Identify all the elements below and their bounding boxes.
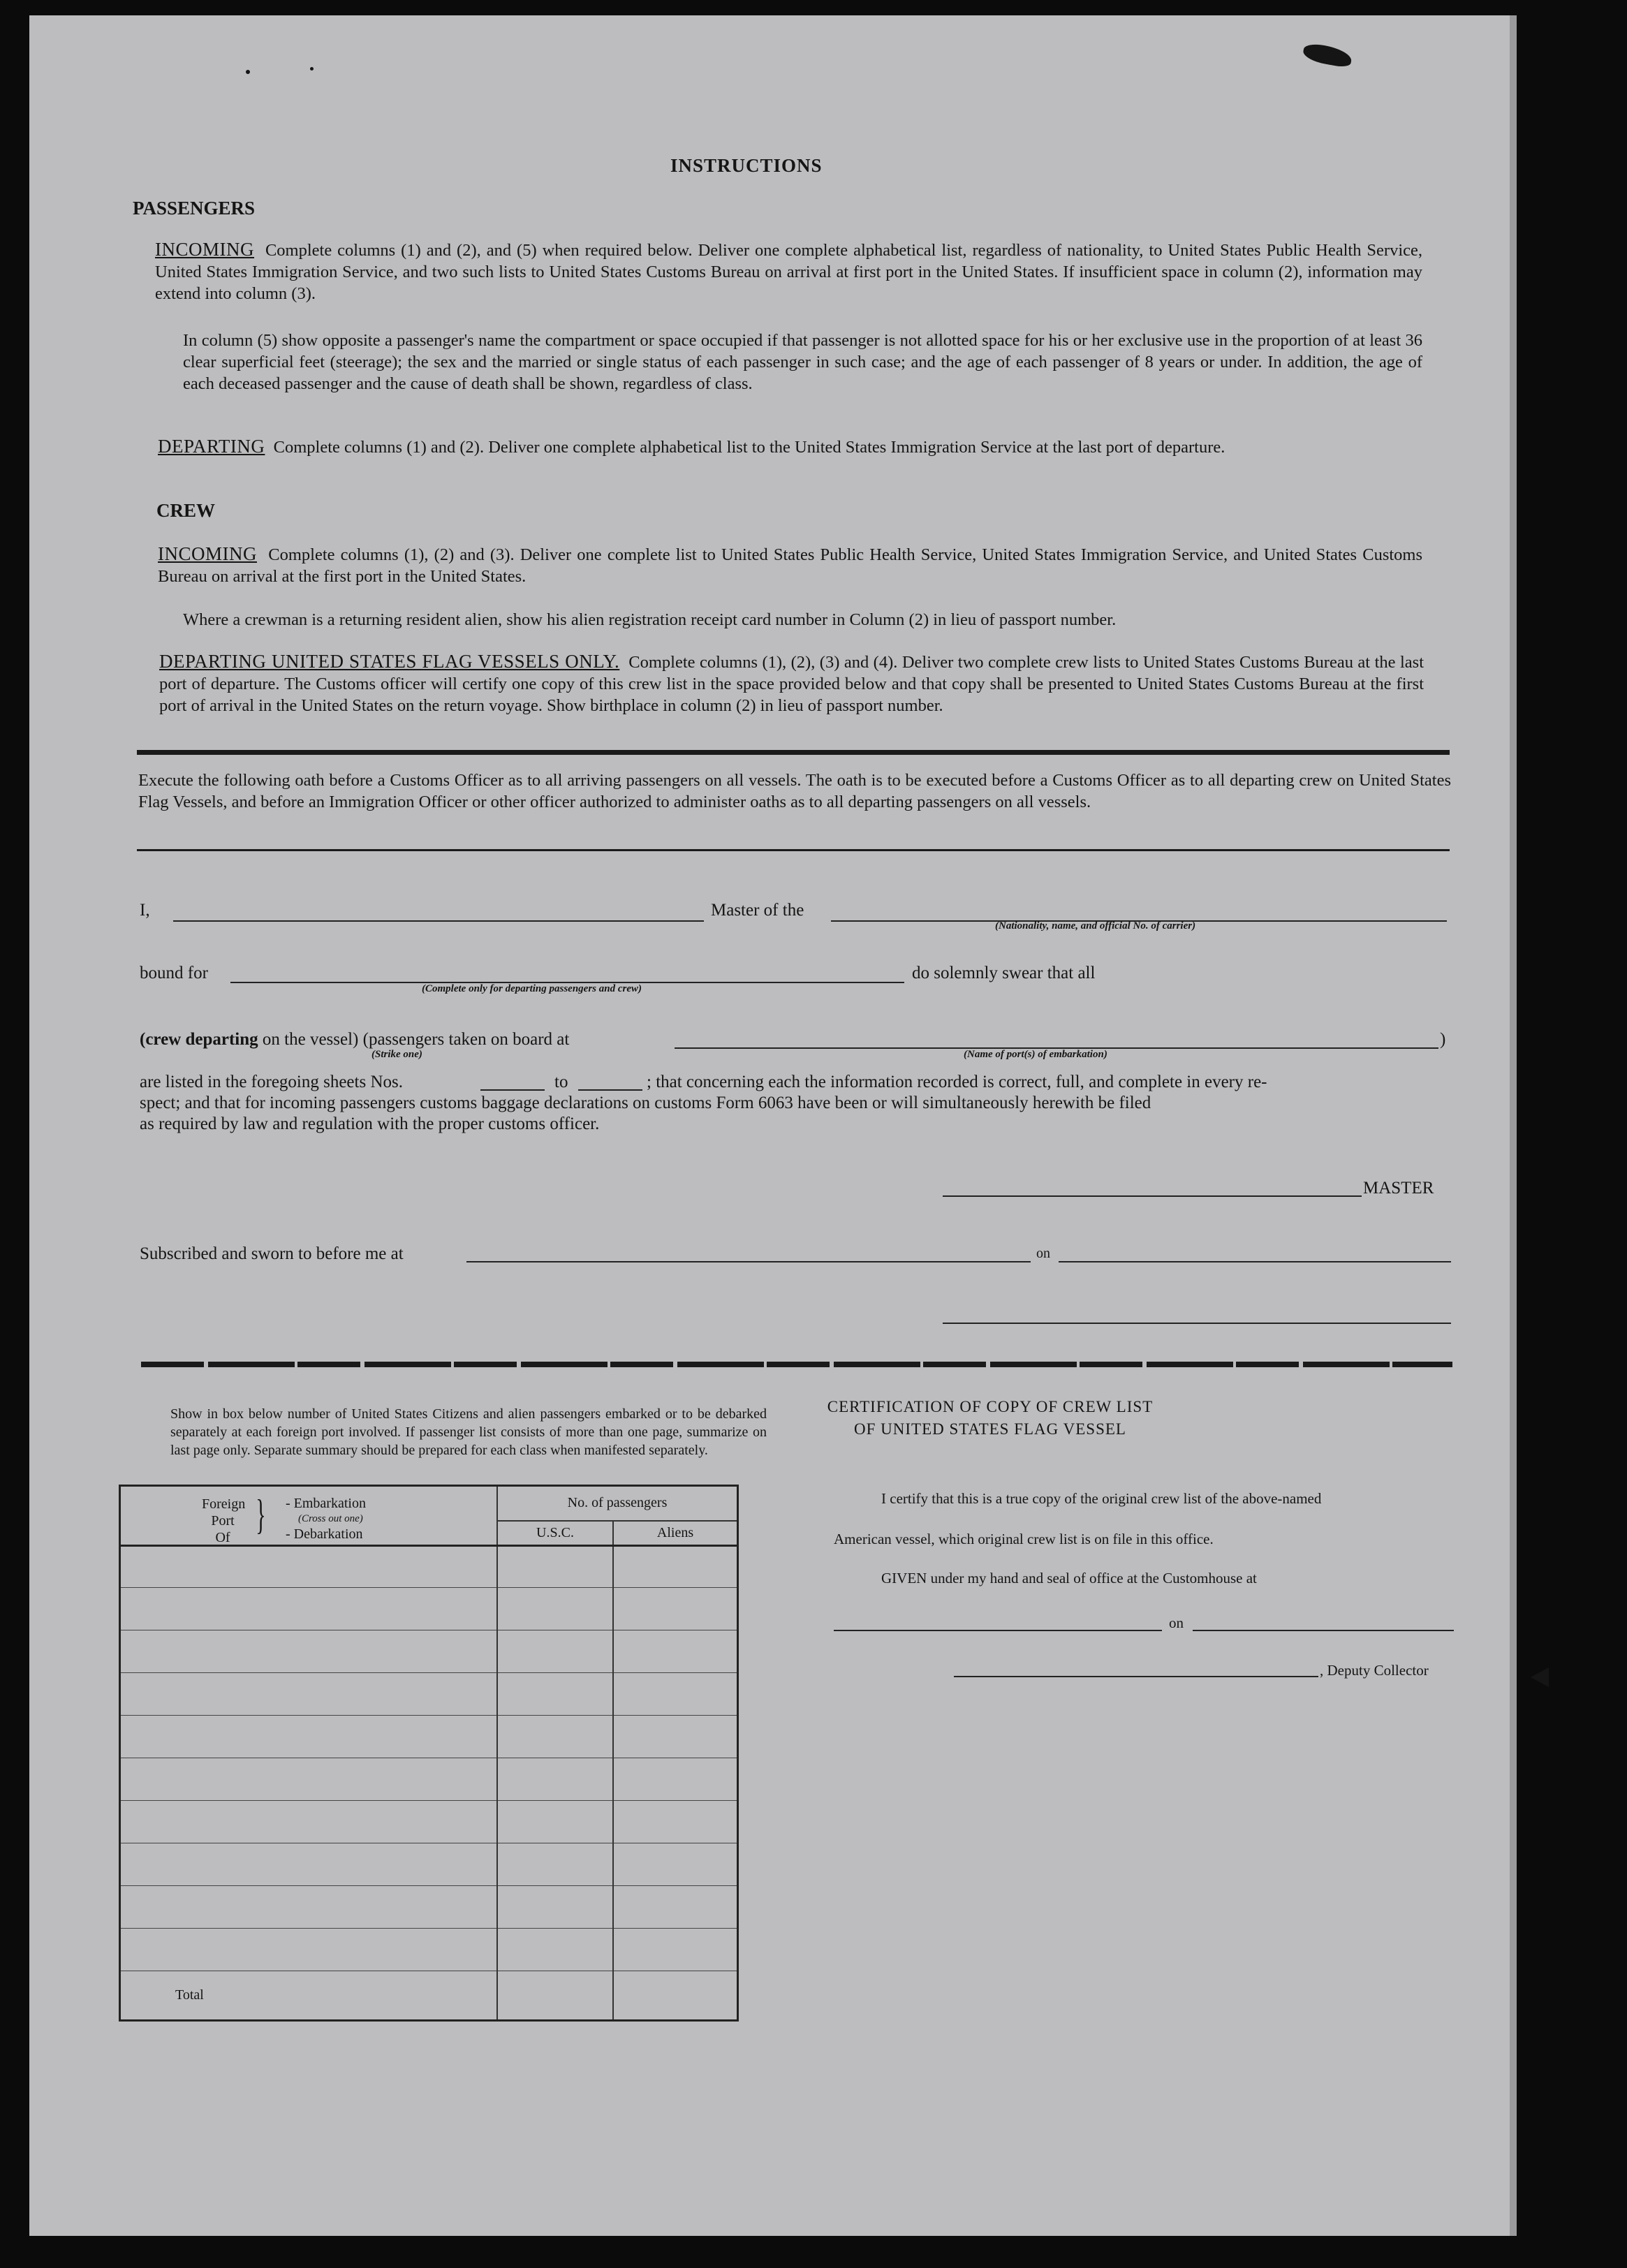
- port-note: (Name of port(s) of embarkation): [964, 1049, 1107, 1060]
- certification-line-2: American vessel, which original crew list is on file in this office.: [834, 1531, 1214, 1547]
- total-row: [120, 1971, 738, 2021]
- certification-title-2: OF UNITED STATES FLAG VESSEL: [854, 1420, 1126, 1438]
- crew-departing-rest: on the vessel) (passengers taken on board at: [258, 1030, 570, 1049]
- aliens-cell[interactable]: [613, 1673, 738, 1716]
- strike-one-note: (Strike one): [371, 1049, 422, 1060]
- crew-incoming-label: INCOMING: [158, 543, 257, 564]
- usc-cell[interactable]: [497, 1929, 613, 1971]
- crew-heading: CREW: [156, 500, 216, 521]
- port-cell[interactable]: [120, 1801, 498, 1843]
- crew-flag-label: DEPARTING UNITED STATES FLAG VESSELS ONLY.: [159, 651, 620, 672]
- summary-note: Show in box below number of United States Citizens and alien passengers embarked or to be debarked separately at each foreign port involved. If passenger list consists of more than one page, summarize on last page only. Separate summary should be prepared for each class when manifested separately.: [170, 1406, 767, 1458]
- crew-incoming-paragraph: [158, 543, 1422, 587]
- aliens-cell[interactable]: [613, 1801, 738, 1843]
- passengers-column5-paragraph: In column (5) show opposite a passenger's name the compartment or space occupied if that passenger is not allotted space for his or her exclusive use in the proportion of at least 36 clear superficial feet (steerage); the sex and the married or single status of each passenger in such case; and the age of each passenger of 8 years or under. In addition, the age of each deceased passenger and the cause of death shall be shown, regardless of class.: [183, 331, 1422, 393]
- usc-cell[interactable]: [497, 1843, 613, 1886]
- port-cell[interactable]: [120, 1886, 498, 1929]
- subscribed-label: Subscribed and sworn to before me at: [140, 1244, 404, 1263]
- passenger-summary-table: [119, 1485, 739, 2022]
- scan-mark: [310, 67, 314, 71]
- table-row: [120, 1801, 738, 1843]
- foreign-port-of: [202, 1496, 244, 1546]
- page-title: INSTRUCTIONS: [670, 155, 823, 176]
- certification-line-3: GIVEN under my hand and seal of office at the Customhouse at: [881, 1570, 1257, 1586]
- port-cell[interactable]: [120, 1716, 498, 1758]
- port-label: Port: [211, 1512, 235, 1529]
- usc-cell[interactable]: [497, 1630, 613, 1673]
- table-row: [120, 1758, 738, 1801]
- certification-date-field[interactable]: [1193, 1630, 1454, 1631]
- usc-cell[interactable]: [497, 1673, 613, 1716]
- port-cell[interactable]: [120, 1758, 498, 1801]
- no-passengers-header: No. of passengers: [497, 1486, 738, 1521]
- usc-header: U.S.C.: [497, 1521, 613, 1546]
- sheet-from-field[interactable]: [480, 1089, 545, 1091]
- crew-departing-line: [140, 1030, 569, 1050]
- section-divider-bottom: [141, 1362, 1452, 1367]
- listed-text-d: as required by law and regulation with the proper customs officer.: [140, 1114, 600, 1133]
- table-row: [120, 1588, 738, 1630]
- table-row: [120, 1546, 738, 1588]
- customhouse-place-field[interactable]: [834, 1630, 1162, 1631]
- carrier-note: (Nationality, name, and official No. of carrier): [995, 920, 1196, 932]
- passengers-departing-label: DEPARTING: [158, 436, 265, 457]
- brace-icon: }: [256, 1491, 266, 1538]
- embarkation-label[interactable]: - Embarkation: [286, 1495, 366, 1511]
- passengers-incoming-paragraph: [155, 239, 1422, 304]
- table-row: [120, 1673, 738, 1716]
- subscribed-place-field[interactable]: [466, 1261, 1031, 1262]
- passengers-heading: PASSENGERS: [133, 198, 256, 219]
- scan-mark: [1531, 1667, 1549, 1687]
- listed-label: are listed in the foregoing sheets Nos.: [140, 1073, 403, 1091]
- close-paren: ): [1440, 1030, 1446, 1049]
- table-row: [120, 1630, 738, 1673]
- foreign-label: Foreign: [202, 1496, 246, 1512]
- aliens-cell[interactable]: [613, 1886, 738, 1929]
- aliens-cell[interactable]: [613, 1843, 738, 1886]
- total-usc-cell[interactable]: [497, 1971, 613, 2021]
- port-cell[interactable]: [120, 1630, 498, 1673]
- crew-departing-bold: (crew departing: [140, 1030, 258, 1049]
- oath-i-label: I,: [140, 901, 150, 920]
- cross-out-note: (Cross out one): [298, 1512, 363, 1524]
- usc-cell[interactable]: [497, 1716, 613, 1758]
- sheet-to-field[interactable]: [578, 1089, 642, 1091]
- crew-flag-text: Complete columns (1), (2), (3) and (4). Deliver two complete crew lists to United States Customs Bureau at the last port of departure. The Customs officer will certify one copy of this crew list in the space provided below and that copy shall be presented to United States Customs Bureau at the first port of arrival in the United States on the return voyage. Show birthplace in column (2) in lieu of passport number.: [159, 653, 1424, 715]
- master-name-field[interactable]: [173, 920, 704, 922]
- port-cell[interactable]: [120, 1588, 498, 1630]
- passengers-departing-text: Complete columns (1) and (2). Deliver one complete alphabetical list to the United States Immigration Service at the last port of departure.: [273, 438, 1225, 457]
- table-row: [120, 1929, 738, 1971]
- bound-for-label: bound for: [140, 964, 208, 982]
- aliens-header: Aliens: [613, 1521, 738, 1546]
- deputy-signature-field[interactable]: [954, 1676, 1318, 1677]
- port-header-cell: [120, 1486, 498, 1546]
- deputy-collector-label: , Deputy Collector: [1320, 1662, 1429, 1679]
- aliens-cell[interactable]: [613, 1758, 738, 1801]
- port-cell[interactable]: [120, 1843, 498, 1886]
- aliens-cell[interactable]: [613, 1588, 738, 1630]
- listed-text-b: ; that concerning each the information recorded is correct, full, and complete in every re-: [647, 1073, 1267, 1091]
- total-label: Total: [120, 1971, 498, 2021]
- embark-debark-options: [286, 1496, 366, 1542]
- port-cell[interactable]: [120, 1929, 498, 1971]
- port-cell[interactable]: [120, 1546, 498, 1588]
- aliens-cell[interactable]: [613, 1929, 738, 1971]
- total-aliens-cell[interactable]: [613, 1971, 738, 2021]
- master-label: MASTER: [1363, 1179, 1434, 1198]
- certification-on-label: on: [1169, 1614, 1184, 1631]
- debarkation-label[interactable]: - Debarkation: [286, 1526, 363, 1542]
- passengers-incoming-label: INCOMING: [155, 239, 254, 260]
- master-signature-field[interactable]: [943, 1195, 1362, 1197]
- oath-intro-paragraph: Execute the following oath before a Customs Officer as to all arriving passengers on all vessels. The oath is to be executed before a Customs Officer as to all departing crew on United States Flag Vessels, and before an Immigration Officer or other officer authorized to administer oaths as to all departing passengers on all vessels.: [138, 771, 1451, 811]
- scan-mark: [246, 70, 250, 74]
- master-of-the-label: Master of the: [711, 901, 804, 920]
- crew-incoming-text: Complete columns (1), (2) and (3). Deliver one complete list to United States Public Health Service, United States Immigration Service, and United States Customs Bureau on arrival at the first port in the United States.: [158, 545, 1423, 586]
- table-row: [120, 1886, 738, 1929]
- certification-line-1: I certify that this is a true copy of the original crew list of the above-named: [881, 1490, 1322, 1507]
- usc-cell[interactable]: [497, 1588, 613, 1630]
- aliens-cell[interactable]: [613, 1630, 738, 1673]
- crew-resident-paragraph: Where a crewman is a returning resident alien, show his alien registration receipt card number in Column (2) in lieu of passport number.: [183, 610, 1117, 629]
- oath-divider: [137, 849, 1450, 851]
- subscribed-on-label: on: [1036, 1246, 1050, 1261]
- listed-text-c: spect; and that for incoming passengers customs baggage declarations on customs Form 6063 have been or will simultaneously herewith be filed: [140, 1094, 1151, 1112]
- section-divider-top: [137, 750, 1450, 755]
- port-cell[interactable]: [120, 1673, 498, 1716]
- certification-title-1: CERTIFICATION OF COPY OF CREW LIST: [827, 1398, 1154, 1415]
- usc-cell[interactable]: [497, 1758, 613, 1801]
- usc-cell[interactable]: [497, 1886, 613, 1929]
- passengers-departing-paragraph: [158, 436, 1422, 458]
- usc-cell[interactable]: [497, 1546, 613, 1588]
- bound-for-note: (Complete only for departing passengers and crew): [422, 983, 642, 994]
- aliens-cell[interactable]: [613, 1716, 738, 1758]
- swear-label: do solemnly swear that all: [912, 964, 1096, 982]
- aliens-cell[interactable]: [613, 1546, 738, 1588]
- table-row: [120, 1716, 738, 1758]
- listed-to-label: to: [554, 1073, 568, 1091]
- crew-flag-paragraph: [159, 651, 1424, 716]
- of-label: Of: [215, 1529, 230, 1545]
- officer-signature-field[interactable]: [943, 1323, 1451, 1324]
- page-edge: [1510, 15, 1517, 2236]
- table-row: [120, 1843, 738, 1886]
- usc-cell[interactable]: [497, 1801, 613, 1843]
- subscribed-date-field[interactable]: [1059, 1261, 1451, 1262]
- passengers-incoming-text: Complete columns (1) and (2), and (5) when required below. Deliver one complete alphabetical list, regardless of nationality, to United States Public Health Service, United States Immigration Service, and two such lists to United States Customs Bureau on arrival at first port in the United States. If insufficient space in column (2), information may extend into column (3).: [155, 241, 1423, 303]
